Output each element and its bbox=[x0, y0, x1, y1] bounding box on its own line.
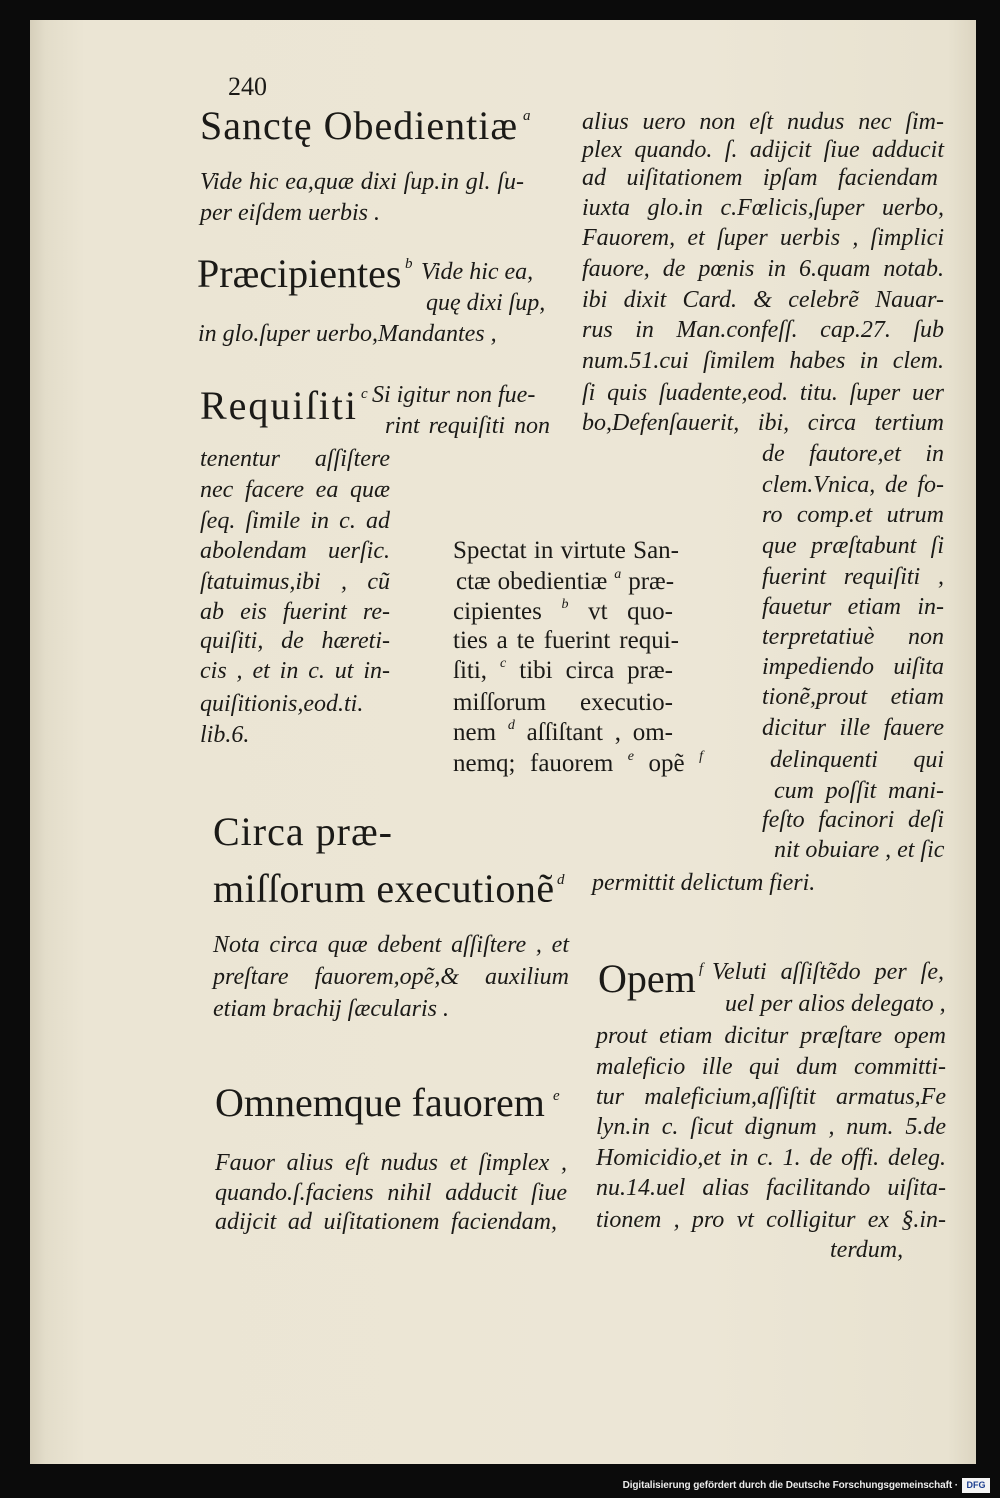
page-number: 240 bbox=[228, 72, 267, 101]
right-column-line: ro comp.et utrum bbox=[762, 502, 944, 528]
note-line: prout etiam dicitur præſtare opem bbox=[596, 1023, 946, 1049]
right-column-line: ad uiſitationem ipſam faciendam bbox=[582, 165, 938, 191]
footnote-marker: f bbox=[699, 961, 704, 977]
right-column-line: fauore, de pœnis in 6.quam notab. bbox=[582, 256, 944, 282]
note-line: terdum, bbox=[830, 1237, 904, 1263]
right-column-line: ſi quis ſuadente,eod. titu. ſuper uer bbox=[582, 380, 944, 406]
note-line: rint requiſiti non bbox=[385, 413, 550, 439]
main-text-segment: opẽ bbox=[648, 750, 685, 777]
note-line: quiſiti, de hæreti- bbox=[200, 628, 390, 654]
right-column-line: bo,Defenſauerit, ibi, circa tertium bbox=[582, 410, 944, 436]
heading-omnemque-fauorem: Omnemque fauorem bbox=[215, 1080, 545, 1125]
main-text-segment: vt quo- bbox=[588, 598, 674, 625]
right-column-line: impediendo uiſita bbox=[762, 654, 944, 680]
note-line: nu.14.uel alias facilitando uiſita- bbox=[596, 1175, 946, 1201]
main-text-line bbox=[453, 656, 673, 686]
right-column-line: ibi dixit Card. & celebrẽ Nauar- bbox=[582, 287, 944, 313]
right-column-line: iuxta glo.in c.Fœlicis,ſuper uerbo, bbox=[582, 195, 944, 221]
main-text-line: Spectat in virtute San- bbox=[453, 537, 679, 564]
main-text-line bbox=[456, 567, 674, 597]
right-column-line: tionẽ,prout etiam bbox=[762, 684, 944, 710]
note-line: tionem , pro vt colligitur ex §.in- bbox=[596, 1207, 946, 1233]
right-column-line: de fautore,et in bbox=[762, 441, 944, 467]
right-column-line: Fauorem, et ſuper uerbis , ſimplici bbox=[582, 225, 944, 251]
right-column-line: clem.Vnica, de fo- bbox=[762, 472, 944, 498]
main-text-line: miſſorum executio- bbox=[453, 689, 673, 716]
main-text-segment: aſſiſtant , om- bbox=[526, 719, 673, 746]
footnote-marker: e bbox=[627, 749, 634, 764]
note-line: abolendam uerſic. bbox=[200, 538, 390, 564]
note-line: Si igitur non fue- bbox=[372, 382, 536, 408]
note-line: Veluti aſſiſtẽdo per ſe, bbox=[712, 959, 944, 985]
note-line: in glo.ſuper uerbo,Mandantes , bbox=[198, 321, 497, 347]
main-text-line bbox=[453, 718, 673, 748]
note-line: quando.ſ.faciens nihil adducit ſiue bbox=[215, 1180, 567, 1206]
right-column-line: que præſtabunt ſi bbox=[762, 533, 944, 559]
main-text-segment: ctæ obedientiæ bbox=[456, 568, 608, 595]
right-column-line: fuerint requiſiti , bbox=[762, 564, 944, 590]
note-line: Vide hic ea, bbox=[421, 259, 534, 285]
note-line: Vide hic ea,quæ dixi ſup.in gl. ſu- bbox=[200, 169, 524, 195]
note-line: maleficio ille qui dum committi- bbox=[596, 1054, 946, 1080]
note-line: lyn.in c. ſicut dignum , num. 5.de bbox=[596, 1114, 946, 1140]
right-column-line: terpretatiuè non bbox=[762, 624, 944, 650]
right-column-line: cum poſſit mani- bbox=[774, 778, 944, 804]
main-text-segment: cipientes bbox=[453, 598, 542, 625]
note-line: tenentur aſſiſtere bbox=[200, 446, 390, 472]
main-text-segment: tibi circa præ- bbox=[519, 657, 673, 684]
note-line: Nota circa quæ debent aſſiſtere , et bbox=[213, 932, 569, 958]
right-column-line: alius uero non eſt nudus nec ſim- bbox=[582, 109, 944, 135]
footnote-marker: c bbox=[500, 656, 507, 671]
heading-requisiti: Requiſiti bbox=[200, 383, 358, 428]
heading-sancte-obedientiae: Sanctę Obedientiæ bbox=[200, 103, 519, 148]
main-text-segment: nem bbox=[453, 719, 497, 746]
right-column-line: feſto facinori deſi bbox=[762, 807, 944, 833]
note-line: quę dixi ſup, bbox=[426, 290, 546, 316]
right-column-line: nit obuiare , et ſic bbox=[774, 837, 945, 863]
note-line: preſtare fauorem,opẽ,& auxilium bbox=[213, 964, 569, 990]
footnote-marker: a bbox=[523, 108, 531, 124]
footnote-marker: a bbox=[614, 567, 622, 582]
heading-praecipientes: Præcipientes bbox=[197, 251, 402, 296]
footnote-marker: e bbox=[553, 1088, 560, 1104]
note-line: uel per alios delegato , bbox=[725, 991, 946, 1017]
footer-credit: Digitalisierung gefördert durch die Deutsche Forschungsgemeinschaft · bbox=[622, 1480, 958, 1491]
note-line: per eiſdem uerbis . bbox=[200, 200, 380, 226]
note-line: lib.6. bbox=[200, 722, 250, 748]
footnote-marker: d bbox=[507, 718, 515, 733]
note-line: Fauor alius eſt nudus et ſimplex , bbox=[215, 1150, 567, 1176]
note-line: ſtatuimus,ibi , cũ bbox=[200, 569, 390, 595]
heading-opem: Opem bbox=[598, 956, 696, 1001]
right-column-line: fauetur etiam in- bbox=[762, 594, 944, 620]
heading-circa-continued: miſſorum executionẽ bbox=[213, 866, 555, 911]
note-line: ab eis fuerint re- bbox=[200, 599, 390, 625]
main-text-line bbox=[453, 749, 703, 779]
note-line: cis , et in c. ut in- bbox=[200, 658, 390, 684]
note-line: Homicidio,et in c. 1. de offi. deleg. bbox=[596, 1145, 946, 1171]
right-column-line: delinquenti qui bbox=[770, 747, 944, 773]
right-column-line: dicitur ille fauere bbox=[762, 715, 944, 741]
note-line: adijcit ad uiſitationem faciendam, bbox=[215, 1209, 557, 1235]
heading-circa: Circa præ- bbox=[213, 809, 393, 854]
footnote-marker: c bbox=[361, 386, 368, 402]
note-line: nec facere ea quæ bbox=[200, 477, 390, 503]
main-text-line: ties a te fuerint requi- bbox=[453, 627, 679, 654]
main-text-segment: ſiti, bbox=[453, 657, 488, 684]
right-column-line: plex quando. ſ. adijcit ſiue adducit bbox=[582, 137, 944, 163]
note-line: ſeq. ſimile in c. ad bbox=[200, 508, 390, 534]
footnote-marker: d bbox=[557, 872, 565, 888]
main-text-segment: nemq; fauorem bbox=[453, 750, 614, 777]
right-column-line: num.51.cui ſimilem habes in clem. bbox=[582, 348, 944, 374]
right-column-line: rus in Man.confeſſ. cap.27. ſub bbox=[582, 317, 944, 343]
note-line: etiam brachij ſæcularis . bbox=[213, 996, 449, 1022]
note-line: quiſitionis,eod.ti. bbox=[200, 691, 364, 717]
main-text-line bbox=[453, 597, 673, 627]
main-text-segment: præ- bbox=[628, 568, 675, 595]
footnote-marker: b bbox=[561, 597, 569, 612]
footnote-marker: f bbox=[699, 749, 703, 764]
dfg-logo: DFG bbox=[962, 1478, 990, 1493]
right-column-line: permittit delictum fieri. bbox=[592, 870, 816, 896]
footnote-marker: b bbox=[405, 256, 413, 272]
note-line: tur maleficium,aſſiſtit armatus,Fe bbox=[596, 1084, 946, 1110]
